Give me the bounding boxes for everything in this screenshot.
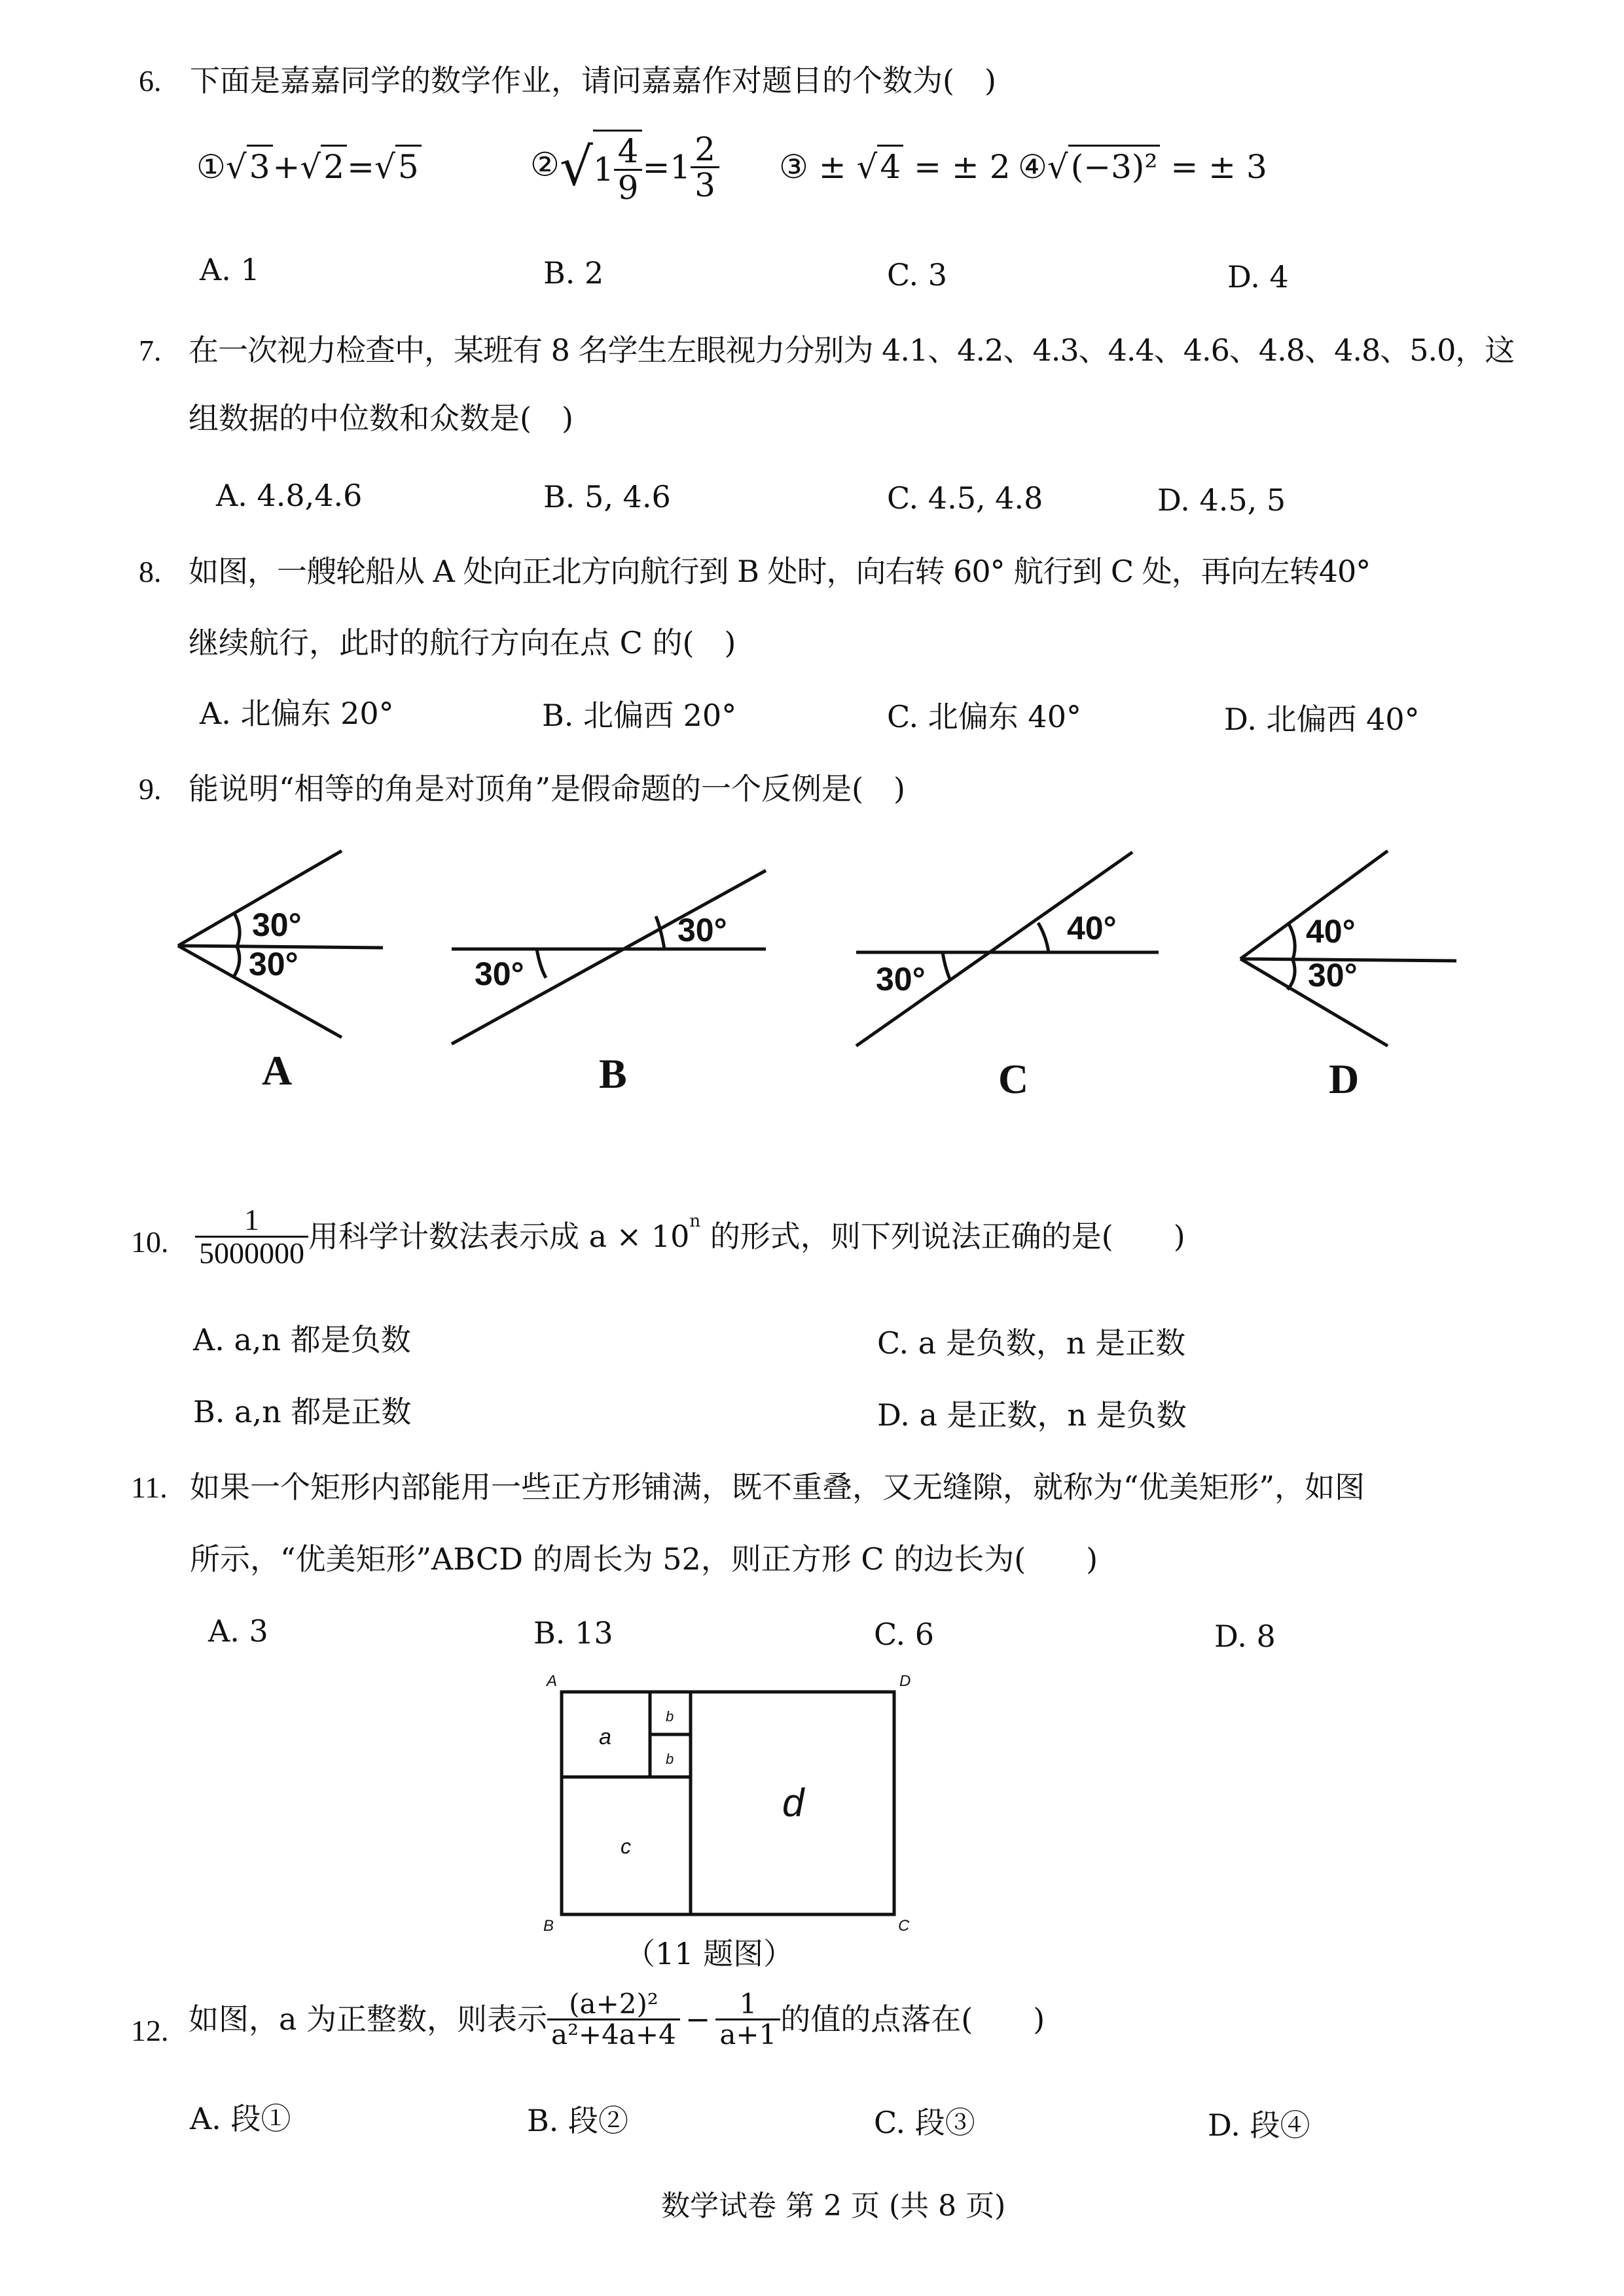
q12-option-d: D. 段④ (1208, 2108, 1310, 2143)
fig-a-label: A (262, 1047, 293, 1094)
q10-option-b: B. a,n 都是正数 (193, 1394, 412, 1429)
q8-line-1: 如图，一艘轮船从 A 处向正北方向航行到 B 处时，向右转 60° 航行到 C 处，再向左转40° (189, 554, 1371, 589)
square-d: d (782, 1781, 804, 1825)
q6-item-1: ①√3+√2=√5 (196, 147, 422, 187)
fig-d-angle-bottom: 30° (1308, 957, 1358, 994)
q7-option-d: D. 4.5, 5 (1157, 482, 1286, 518)
fig-b-angle-left: 30° (475, 956, 524, 992)
q10-option-c: C. a 是负数，n 是正数 (877, 1325, 1186, 1361)
q10-option-d: D. a 是正数，n 是负数 (877, 1397, 1187, 1433)
q11-option-c: C. 6 (874, 1617, 935, 1652)
circled-2: ② (530, 145, 560, 184)
q12-option-a: A. 段① (190, 2101, 291, 2136)
circled-1: ① (196, 148, 226, 186)
q12-option-b: B. 段② (527, 2103, 629, 2138)
corner-c: C (898, 1917, 910, 1935)
q9-number: 9. (139, 772, 162, 806)
q10-fraction: $\frac{1}{5000000}$ (195, 1204, 308, 1270)
q6-option-d: D. 4 (1227, 259, 1289, 295)
circled-4: ④ (1018, 148, 1047, 186)
q7-option-c: C. 4.5, 4.8 (887, 480, 1043, 516)
q12-number: 12. (131, 2014, 169, 2047)
fig-a-angle-top: 30° (252, 906, 302, 943)
q8-option-a: A. 北偏东 20° (200, 696, 394, 731)
q6-number: 6. (139, 64, 162, 98)
square-b-top: b (666, 1708, 674, 1725)
q8-option-c: C. 北偏东 40° (887, 699, 1081, 734)
q11-rectangle-figure (530, 1662, 936, 1937)
fig-c-angle-right: 40° (1067, 910, 1117, 946)
q11-option-d: D. 8 (1214, 1619, 1276, 1654)
q6-option-c: C. 3 (887, 257, 948, 293)
fig-c-label: C (998, 1056, 1029, 1102)
q11-option-a: A. 3 (208, 1613, 268, 1649)
q12-fraction-2: $\frac{1}{a+1}$ (715, 1990, 780, 2049)
fig-c-slanted-line (856, 852, 1132, 1046)
q9-stem: 能说明“相等的角是对顶角”是假命题的一个反例是( ) (189, 771, 905, 806)
fig-b-left-arc (537, 949, 546, 978)
q11-line-1: 如果一个矩形内部能用一些正方形铺满，既不重叠，又无缝隙，就称为“优美矩形”，如图 (190, 1469, 1365, 1505)
q8-option-b: B. 北偏西 20° (542, 698, 737, 733)
square-a: a (599, 1725, 611, 1749)
q12-option-c: C. 段③ (874, 2105, 975, 2140)
q10-stem: $\frac{1}{5000000}$ 用科学计数法表示成 $a \times 10^n$ 的形式，则下列说法正确的是( ) (195, 1204, 1185, 1270)
corner-b: B (543, 1917, 554, 1935)
fig-d-angle-arc (1288, 923, 1295, 990)
rect-abcd (562, 1692, 894, 1914)
q11-line-2: 所示，“优美矩形”ABCD 的周长为 52，则正方形 C 的边长为( ) (190, 1541, 1098, 1577)
q6-option-a: A. 1 (200, 252, 260, 287)
q12-fraction-1: $\frac{\text{(a+2)²}}{\text{a²+4a+4}}$ (547, 1990, 680, 2049)
corner-a: A (547, 1672, 558, 1690)
q9-angle-figures (157, 838, 1492, 1113)
q11-number: 11. (131, 1471, 168, 1504)
q10-number: 10. (131, 1225, 169, 1259)
q7-option-a: A. 4.8,4.6 (216, 478, 363, 513)
q12-stem: 如图，a 为正整数，则表示 $\frac{\text{(a+2)²}}{\text{a²+4a+4}}$ − $\frac{1}{a+1}$ 的值的点落在( ) (189, 1988, 1045, 2051)
page-footer: 数学试卷 第 2 页 (共 8 页) (661, 2189, 1006, 2223)
q7-number: 7. (139, 334, 162, 367)
fig-a-angle-bottom: 30° (249, 946, 298, 982)
q11-figure-caption: （11 题图） (625, 1936, 794, 1971)
corner-d: D (899, 1672, 911, 1690)
fig-c-left-arc (943, 952, 950, 980)
q7-line-1: 在一次视力检查中，某班有 8 名学生左眼视力分别为 4.1、4.2、4.3、4.4、4.6、4.8、4.8、5.0，这 (189, 332, 1515, 368)
q6-item-3: ③ ± √4 = ± 2 (779, 147, 1011, 187)
q7-option-b: B. 5, 4.6 (543, 479, 671, 514)
q6-item-4: ④√(−3)² = ± 3 (1018, 147, 1267, 187)
q6-option-b: B. 2 (543, 255, 604, 291)
q8-number: 8. (139, 555, 162, 588)
q7-line-2: 组数据的中位数和众数是( ) (189, 401, 573, 436)
q8-line-2: 继续航行，此时的航行方向在点 C 的( ) (189, 625, 736, 660)
fig-c-right-arc (1038, 923, 1049, 952)
square-b-bottom: b (666, 1751, 674, 1767)
q10-option-a: A. a,n 都是负数 (193, 1322, 411, 1357)
fig-c-angle-left: 30° (876, 961, 926, 997)
q8-option-d: D. 北偏西 40° (1224, 702, 1420, 737)
fig-d-angle-top: 40° (1306, 913, 1356, 950)
circled-3: ③ (779, 148, 808, 186)
q6-stem: 下面是嘉嘉同学的数学作业，请问嘉嘉作对题目的个数为( ) (190, 63, 996, 98)
q6-item-2: ②√1 $\frac{4}{9}$ =1 $\frac{2}{3}$ (530, 130, 719, 205)
fig-b-right-arc (656, 916, 664, 949)
q11-option-b: B. 13 (533, 1615, 613, 1651)
fig-b-angle-right: 30° (677, 912, 727, 948)
sqrt-symbol: √3 (226, 147, 273, 187)
square-c: c (621, 1835, 631, 1858)
fig-d-label: D (1329, 1056, 1360, 1102)
fig-b-label: B (599, 1050, 627, 1097)
